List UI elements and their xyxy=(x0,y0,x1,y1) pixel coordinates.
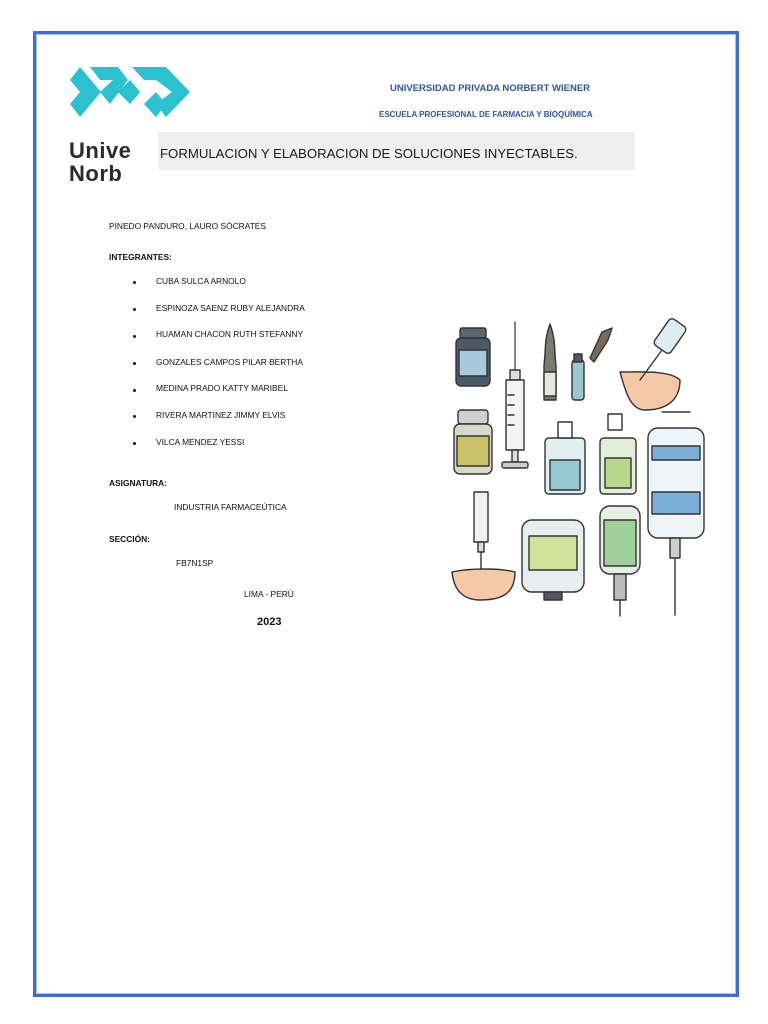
professor-name: PINEDO PANDURO, LAURO SÓCRATES xyxy=(109,221,266,231)
member-item: RIVERA MARTINEZ JIMMY ELVIS xyxy=(156,410,286,420)
bullet-icon xyxy=(133,442,136,445)
ampoule-icon xyxy=(572,354,584,400)
member-item: GONZALES CAMPOS PILAR BERTHA xyxy=(156,357,303,367)
ampoule-cap-icon xyxy=(590,328,612,362)
bullet-icon xyxy=(133,308,136,311)
iv-bag-icon xyxy=(600,414,636,494)
subject-label: ASIGNATURA: xyxy=(109,478,167,488)
iv-bag-icon xyxy=(545,422,585,494)
syringe-injection-icon xyxy=(452,492,515,600)
logo-text-line1: Unive xyxy=(69,138,132,163)
bullet-icon xyxy=(133,415,136,418)
ampoule-icon xyxy=(544,324,556,400)
syringe-icon xyxy=(502,322,528,468)
iv-bag-icon xyxy=(600,506,640,616)
iv-bag-icon xyxy=(522,520,584,600)
vial-icon xyxy=(456,328,490,386)
subject-value: INDUSTRIA FARMACEÚTICA xyxy=(174,502,287,512)
location: LIMA - PERÚ xyxy=(244,589,294,599)
section-label: SECCIÓN: xyxy=(109,534,150,544)
bullet-icon xyxy=(133,335,136,338)
bullet-icon xyxy=(133,389,136,392)
medical-supplies-illustration xyxy=(440,310,715,620)
year: 2023 xyxy=(257,616,282,628)
logo-text-line2: Norb xyxy=(69,161,123,186)
hand-injection-icon xyxy=(620,317,687,410)
member-item: CUBA SULCA ARNOLO xyxy=(156,276,246,286)
vial-icon xyxy=(454,410,492,474)
school-name: ESCUELA PROFESIONAL DE FARMACIA Y BIOQUÍMICA xyxy=(379,110,593,119)
members-label: INTEGRANTES: xyxy=(109,252,172,262)
member-item: MEDINA PRADO KATTY MARIBEL xyxy=(156,383,288,393)
university-name: UNIVERSIDAD PRIVADA NORBERT WIENER xyxy=(390,83,591,94)
section-value: FB7N1SP xyxy=(176,558,214,568)
document-title: FORMULACION Y ELABORACION DE SOLUCIONES INYECTABLES. xyxy=(160,146,578,161)
member-item: ESPINOZA SAENZ RUBY ALEJANDRA xyxy=(156,303,305,313)
logo-shape-icon xyxy=(68,62,193,137)
iv-drip-bag-icon xyxy=(648,412,704,615)
bullet-icon xyxy=(133,281,136,284)
member-item: VILCA MENDEZ YESSI xyxy=(156,437,245,447)
member-item: HUAMAN CHACON RUTH STEFANNY xyxy=(156,329,304,339)
bullet-icon xyxy=(133,362,136,365)
